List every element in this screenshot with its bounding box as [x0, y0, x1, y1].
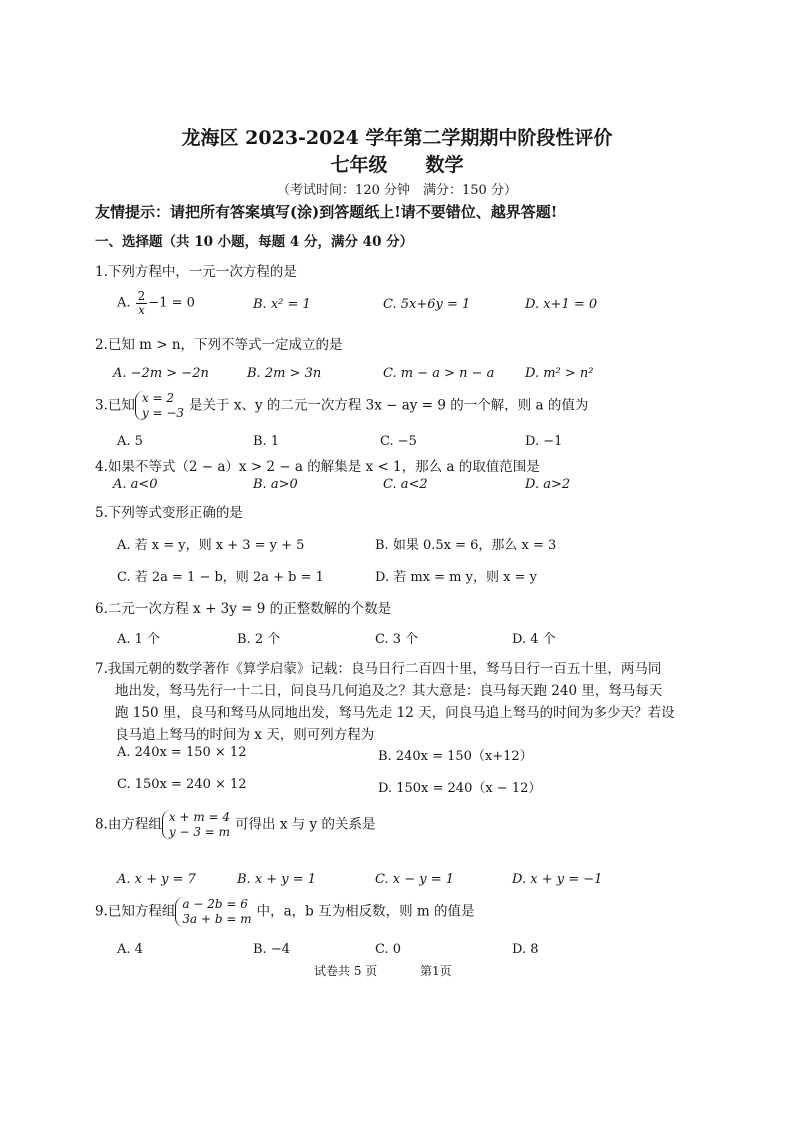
question-4-option-a: A. a<0 [113, 477, 158, 492]
stem-suffix: 是关于 x、y 的二元一次方程 3x − ay = 9 的一个解，则 a 的值为 [189, 397, 589, 414]
question-9-option-d: D. 8 [512, 942, 539, 957]
question-6-option-c: C. 3 个 [375, 632, 419, 647]
question-7-option-b: B. 240x = 150（x+12） [378, 749, 533, 764]
question-5-option-d: D. 若 mx = m y，则 x = y [375, 570, 537, 585]
exam-meta: （考试时间：120 分钟 满分：150 分） [277, 183, 517, 198]
fraction-numerator: 2 [137, 289, 146, 303]
question-1-option-a [117, 290, 195, 316]
question-9-option-a: A. 4 [117, 942, 143, 957]
stem-prefix: 9.已知方程组 [95, 903, 176, 920]
question-4-option-d: D. a>2 [525, 477, 571, 492]
page-total: 试卷共 5 页 [314, 964, 378, 978]
system-equation-1: x + m = 4 [168, 810, 231, 824]
system-equation-2: y − 3 = m [168, 825, 231, 839]
question-8-option-a: A. x + y = 7 [117, 872, 196, 887]
question-8-option-b: B. x + y = 1 [237, 872, 317, 887]
page-number: 第1页 [420, 964, 452, 978]
equation-system [135, 391, 187, 421]
system-equation-1: a − 2b = 6 [182, 897, 248, 911]
question-4-option-c: C. a<2 [383, 477, 428, 492]
question-7-option-c: C. 150x = 240 × 12 [117, 777, 247, 792]
question-1-stem: 1.下列方程中，一元一次方程的是 [95, 264, 297, 280]
exam-title: 龙海区 2023-2024 学年第二学期期中阶段性评价 [181, 127, 613, 149]
question-4-option-b: B. a>0 [253, 477, 298, 492]
question-3-option-b: B. 1 [253, 434, 280, 449]
question-1-option-c: C. 5x+6y = 1 [383, 297, 471, 312]
question-9-option-b: B. −4 [253, 942, 290, 957]
grade-subject: 七年级 数学 [330, 154, 464, 176]
question-5-option-b: B. 如果 0.5x = 6，那么 x = 3 [375, 538, 557, 553]
question-7-line-3: 跑 150 里，良马和驽马从同地出发，驽马先走 12 天，问良马追上驽马的时间为多少天？若设 [115, 705, 675, 721]
question-7-line-1: 7.我国元朝的数学著作《算学启蒙》记载：良马日行二百四十里，驽马日行一百五十里，两马同 [95, 661, 662, 677]
option-label: A. [117, 295, 131, 311]
question-6-stem: 6.二元一次方程 x + 3y = 9 的正整数解的个数是 [95, 601, 392, 617]
question-2-option-a: A. −2m > −2n [113, 366, 209, 381]
question-7-option-a: A. 240x = 150 × 12 [117, 745, 247, 760]
question-5-option-c: C. 若 2a = 1 − b，则 2a + b = 1 [117, 570, 324, 585]
question-3-option-d: D. −1 [525, 434, 563, 449]
question-2-stem: 2.已知 m > n，下列不等式一定成立的是 [95, 337, 343, 353]
question-2-option-d: D. m² > n² [525, 366, 594, 381]
question-8-option-d: D. x + y = −1 [512, 872, 603, 887]
option-rest: −1 = 0 [148, 295, 195, 311]
section-heading: 一、选择题（共 10 小题，每题 4 分，满分 40 分） [95, 234, 414, 250]
friendly-tip: 友情提示：请把所有答案填写(涂)到答题纸上!请不要错位、越界答题! [95, 203, 558, 221]
equation-system [175, 897, 254, 927]
question-4-stem: 4.如果不等式（2 − a）x > 2 − a 的解集是 x < 1，那么 a 的取值范围是 [95, 459, 540, 475]
question-2-option-c: C. m − a > n − a [383, 366, 495, 381]
question-8-stem [95, 810, 375, 840]
question-3-stem [95, 391, 588, 421]
question-7-line-4: 良马追上驽马的时间为 x 天，则可列方程为 [115, 727, 375, 743]
stem-suffix: 可得出 x 与 y 的关系是 [235, 816, 376, 833]
stem-suffix: 中，a，b 互为相反数，则 m 的值是 [256, 903, 475, 920]
question-7-line-2: 地出发，驽马先行一十二日，问良马几何追及之？其大意是：良马每天跑 240 里，驽马每天 [115, 683, 663, 699]
question-1-option-d: D. x+1 = 0 [525, 297, 598, 312]
question-2-option-b: B. 2m > 3n [247, 366, 322, 381]
question-3-option-a: A. 5 [117, 434, 143, 449]
question-9-stem [95, 897, 474, 927]
fraction [136, 290, 148, 316]
stem-prefix: 3.已知 [95, 397, 135, 414]
question-5-stem: 5.下列等式变形正确的是 [95, 505, 243, 521]
system-equation-1: x = 2 [141, 391, 174, 405]
question-9-option-c: C. 0 [375, 942, 402, 957]
question-6-option-d: D. 4 个 [512, 632, 556, 647]
system-equation-2: y = −3 [141, 406, 185, 420]
question-6-option-b: B. 2 个 [237, 632, 281, 647]
question-5-option-a: A. 若 x = y，则 x + 3 = y + 5 [117, 538, 305, 553]
question-7-option-d: D. 150x = 240（x − 12） [378, 781, 542, 796]
stem-prefix: 8.由方程组 [95, 816, 162, 833]
fraction-denominator: x [138, 302, 145, 317]
system-equation-2: 3a + b = m [182, 912, 252, 926]
question-3-option-c: C. −5 [380, 434, 417, 449]
question-1-option-b: B. x² = 1 [253, 297, 311, 312]
question-8-option-c: C. x − y = 1 [375, 872, 455, 887]
equation-system [162, 810, 233, 840]
question-6-option-a: A. 1 个 [117, 632, 161, 647]
